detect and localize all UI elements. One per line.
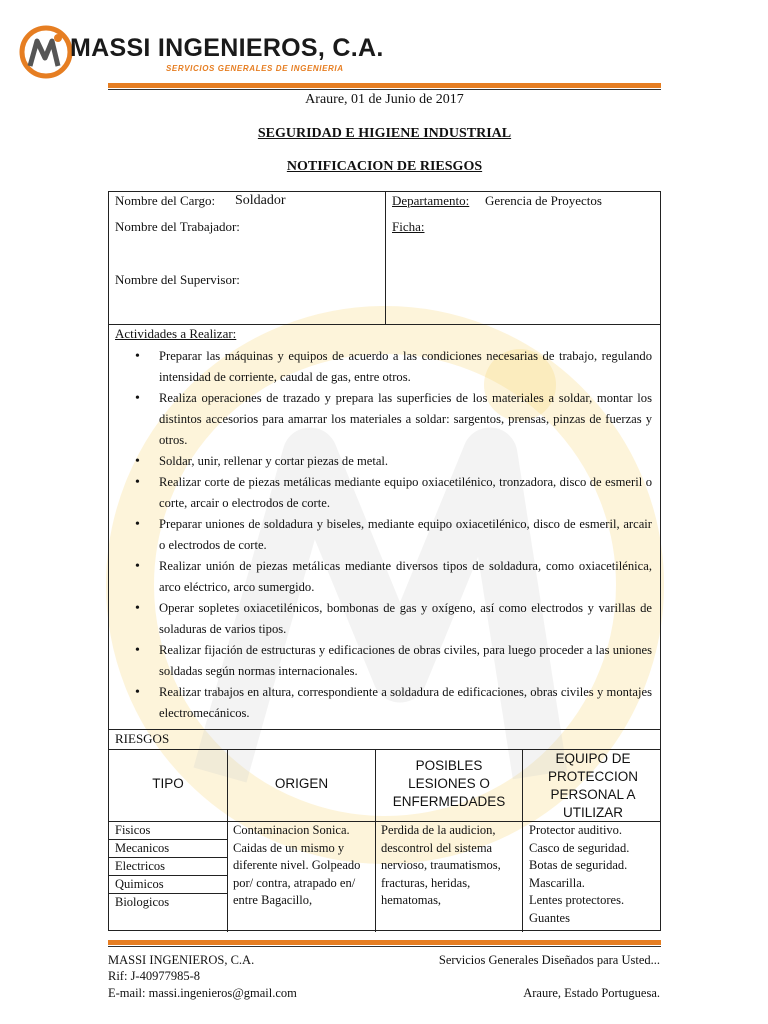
actividades-box (108, 325, 661, 730)
company-logo-icon (18, 24, 74, 80)
trabajador-label: Nombre del Trabajador: (115, 219, 240, 234)
actividades-title: Actividades a Realizar: (115, 326, 237, 341)
table-row: Biologicos (115, 895, 170, 909)
table-col-rule (522, 749, 523, 932)
document-title: SEGURIDAD E HIGIENE INDUSTRIAL (257, 126, 512, 141)
table-row: Quimicos (109, 876, 227, 894)
info-divider (385, 192, 386, 324)
list-item: • Preparar las máquinas y equipos de acuerdo a las condiciones necesarias de trabajo, regulando intensidad de corriente, caudal de gas, entre otros. (115, 346, 652, 388)
footer-company: MASSI INGENIEROS, C.A. (108, 953, 255, 967)
footer-rule-thin (108, 946, 661, 947)
list-item: Guantes (529, 910, 570, 925)
list-item: • Preparar uniones de soldadura y biseles, mediante equipo oxiacetilénico, disco de esmeril, arcair o electrodos de corte. (115, 514, 652, 556)
header-tipo: TIPO (152, 776, 184, 791)
list-item: • Realizar fijación de estructuras y edificaciones de obras civiles, para luego proceder a las uniones soldadas según normas internacionales. (115, 640, 652, 682)
ficha-label: Ficha: (392, 219, 425, 234)
footer-email: E-mail: massi.ingenieros@gmail.com (108, 986, 297, 1000)
document-subtitle: NOTIFICACION DE RIESGOS (286, 159, 483, 174)
origen-cell: Contaminacion Sonica. Caidas de un mismo y diferente nivel. Golpeado por/ contra, atrapado en/ entre Bagacillo, (233, 823, 361, 907)
riesgos-table (108, 729, 661, 931)
header-lesiones: POSIBLES LESIONES O ENFERMEDADES (392, 758, 506, 809)
list-item: • Operar sopletes oxiacetilénicos, bombonas de gas y oxígeno, así como electrodos y varillas de soladuras de varios tipos. (115, 598, 652, 640)
info-box (108, 191, 661, 325)
list-item: • Realiza operaciones de trazado y prepara las superficies de los materiales a soldar, montar los distintos accesorios para amarrar los materiales a soldar: sargentos, prensas, pinzas de fuerzas y otros. (115, 388, 652, 451)
date-line: Araure, 01 de Junio de 2017 (305, 92, 464, 107)
table-row: Mecanicos (109, 840, 227, 858)
company-tagline: SERVICIOS GENERALES DE INGENIERIA (166, 64, 344, 73)
list-item: • Soldar, unir, rellenar y cortar piezas de metal. (115, 451, 652, 472)
table-col-rule (375, 749, 376, 932)
footer-slogan: Servicios Generales Diseñados para Usted... (438, 953, 660, 967)
departamento-label: Departamento: (392, 193, 470, 208)
footer-location: Araure, Estado Portuguesa. (523, 986, 660, 1000)
cargo-label: Nombre del Cargo: (115, 193, 216, 208)
departamento-value: Gerencia de Proyectos (485, 193, 602, 208)
equipo-cell (529, 822, 659, 927)
footer-rif: Rif: J-40977985-8 (108, 969, 201, 983)
company-name: MASSI INGENIEROS, C.A. (70, 34, 384, 62)
list-item: • Realizar unión de piezas metálicas mediante diversos tipos de soldadura, como oxiacetilénica, arco eléctrico, arco sumergido. (115, 556, 652, 598)
list-item: Lentes protectores. (529, 893, 625, 907)
header-origen: ORIGEN (274, 776, 329, 791)
list-item: Botas de seguridad. (529, 858, 628, 872)
table-row: Electricos (109, 858, 227, 876)
header-rule-thin (108, 89, 661, 90)
header-rule (108, 83, 661, 88)
list-item: Protector auditivo. (529, 823, 623, 837)
riesgos-title: RIESGOS (115, 731, 170, 746)
actividades-list (115, 346, 652, 724)
list-item: • Realizar corte de piezas metálicas mediante equipo oxiacetilénico, tronzadora, disco de esmeril o corte, arcair o electrodos de corte. (115, 472, 652, 514)
footer-rule (108, 940, 661, 945)
list-item: Mascarilla. (529, 875, 585, 890)
cargo-value: Soldador (235, 193, 286, 208)
lesiones-cell: Perdida de la audicion, descontrol del sistema nervioso, traumatismos, fracturas, heridas, hematomas, (381, 823, 501, 907)
list-item: • Realizar trabajos en altura, correspondiente a soldadura de edificaciones, obras civiles y montajes electromecánicos. (115, 682, 652, 724)
supervisor-label: Nombre del Supervisor: (115, 272, 240, 287)
list-item: Casco de seguridad. (529, 840, 630, 855)
header-equipo: EQUIPO DE PROTECCION PERSONAL A UTILIZAR (547, 751, 638, 820)
table-row: Fisicos (109, 822, 227, 840)
